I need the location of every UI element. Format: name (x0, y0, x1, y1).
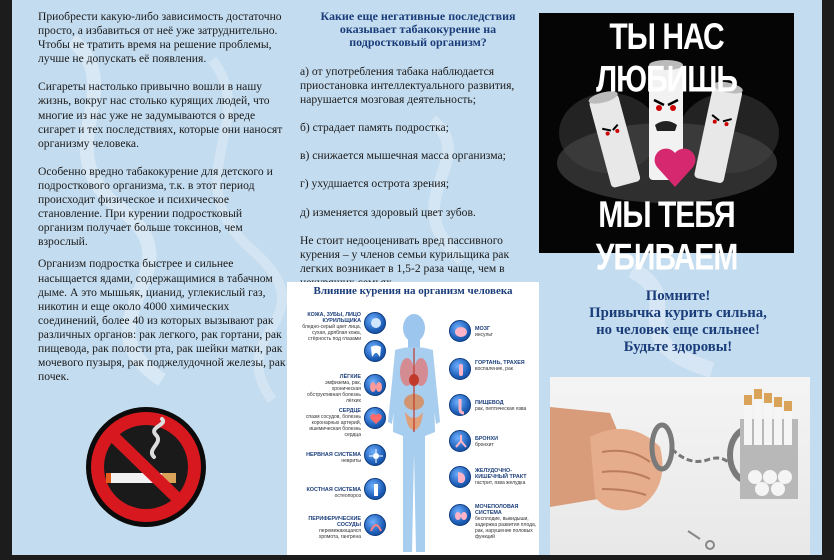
body-infographic (287, 282, 539, 555)
handcuff-illustration (550, 377, 810, 555)
poster-top-text: ТЫ НАС ЛЮБИШЬ (596, 16, 737, 101)
bronchi-icon (449, 430, 471, 452)
label-larynx: ГОРТАНЬ, ТРАХЕЯ воспаление, рак (475, 360, 525, 372)
list-item: в) снижается мышечная масса организма; (300, 149, 506, 163)
cigarette-pack-icon (740, 389, 798, 499)
label-esophagus: ПИЩЕВОД рак, пептическая язва (475, 400, 527, 412)
paragraph-toxins: Организм подростка быстрее и сильнее насыщается ядами, содержащимися в табачном дыме. А это мышьяк, цианид, углекислый газ, никотин и еще около 4000 химических соединений, более 40 из которых вызывают рак различных органов: рак легкого, рак гортани, рак пищевода, рак полости рта, рак шейки матки, рак мочевого пузыря, рак поджелудочной железы, рак почек. (38, 257, 286, 384)
column-middle (300, 10, 536, 290)
label-skin: КОЖА, ЗУБЫ, ЛИЦО КУРИЛЬЩИКА бледно-серый цвет лица, сухая, дряблая кожа, стёрность под глазами (302, 312, 361, 342)
label-lungs: ЛЁГКИЕ эмфизема, рак, хроническая обструктивная болезнь лёгких (306, 374, 361, 404)
remember-line: но человек еще сильнее! (596, 322, 760, 338)
esophagus-icon (449, 394, 471, 416)
remember-message (563, 288, 793, 356)
vessels-icon (364, 514, 386, 536)
label-vessels: ПЕРИФЕРИЧЕСКИЕ СОСУДЫ перемежающаяся хромота, гангрена (308, 516, 361, 540)
paragraph-dependency: Приобрести какую-либо зависимость достаточно просто, а избавиться от неё уже затруднительно. Чтобы не тратить время на решение проблемы, лучше не допускать её появления. (38, 10, 282, 66)
remember-line: Помните! (645, 288, 711, 304)
poster-bottom-text: МЫ ТЕБЯ УБИВАЕМ (595, 194, 738, 279)
remember-line: Будьте здоровы! (623, 339, 733, 355)
stomach-icon (449, 466, 471, 488)
paragraph-cigarettes: Сигареты настолько привычно вошли в нашу жизнь, вокруг нас столько курящих людей, что многие из нас уже не задумываются о вреде сигарет и тех последствиях, которые они наносят организму человека. (38, 80, 283, 150)
label-heart: СЕРДЦЕ спазм сосудов, болезнь коронарных артерий, ишемическая болезнь сердца (305, 408, 361, 438)
label-brain: МОЗГ инсульт (475, 326, 493, 338)
label-urogenital: МОЧЕПОЛОВАЯ СИСТЕМА бесплодие, выкидыши, задержка развития плода, рак, нарушение половых функций (475, 504, 537, 540)
handcuffed-hand-image (550, 377, 810, 555)
heart-icon (364, 407, 386, 429)
lungs-icon (364, 374, 386, 396)
bone-icon (364, 478, 386, 500)
key-icon (688, 531, 714, 549)
label-nervous: НЕРВНАЯ СИСТЕМА невриты (306, 452, 361, 464)
larynx-icon (449, 358, 471, 380)
no-smoking-icon (84, 405, 208, 529)
list-item: а) от употребления табака наблюдается приостановка интеллектуального развития, нарушается мозговая деятельность; (300, 65, 515, 107)
kidney-icon (449, 504, 471, 526)
paragraph-teen-harm: Особенно вредно табакокурение для детского и подросткового организма, т.к. в этот период происходит физическое и психическое становление. При курении подростковый организм получает больше токсинов, чем взрослый. (38, 164, 273, 249)
list-item: д) изменяется здоровый цвет зубов. (300, 205, 476, 219)
label-skeletal: КОСТНАЯ СИСТЕМА остеопороз (306, 487, 361, 499)
tooth-icon (364, 340, 386, 362)
column-left (38, 10, 288, 398)
heart-icon (655, 149, 696, 187)
anti-smoking-poster (539, 13, 794, 279)
brain-icon (449, 320, 471, 342)
label-gi-tract: ЖЕЛУДОЧНО-КИШЕЧНЫЙ ТРАКТ гастрит, язва желудка (475, 468, 527, 486)
nerve-icon (364, 444, 386, 466)
remember-line: Привычка курить сильна, (589, 305, 767, 321)
passive-smoking-paragraph: Не стоит недооценивать вред пассивного курения – у членов семьи курильщика рак легких возникает в 1,5-2 раза чаще, чем в (300, 233, 510, 275)
list-item: г) ухудшается острота зрения; (300, 177, 450, 191)
section-heading: Какие еще негативные последствия оказывает табакокурение на подростковый организм? (320, 9, 516, 49)
human-body-icon (387, 312, 441, 555)
list-item: б) страдает память подростка; (300, 121, 449, 135)
label-bronchi: БРОНХИ бронхит (475, 436, 498, 448)
face-icon (364, 312, 386, 334)
infographic-title: Влияние курения на организм человека (313, 285, 513, 297)
